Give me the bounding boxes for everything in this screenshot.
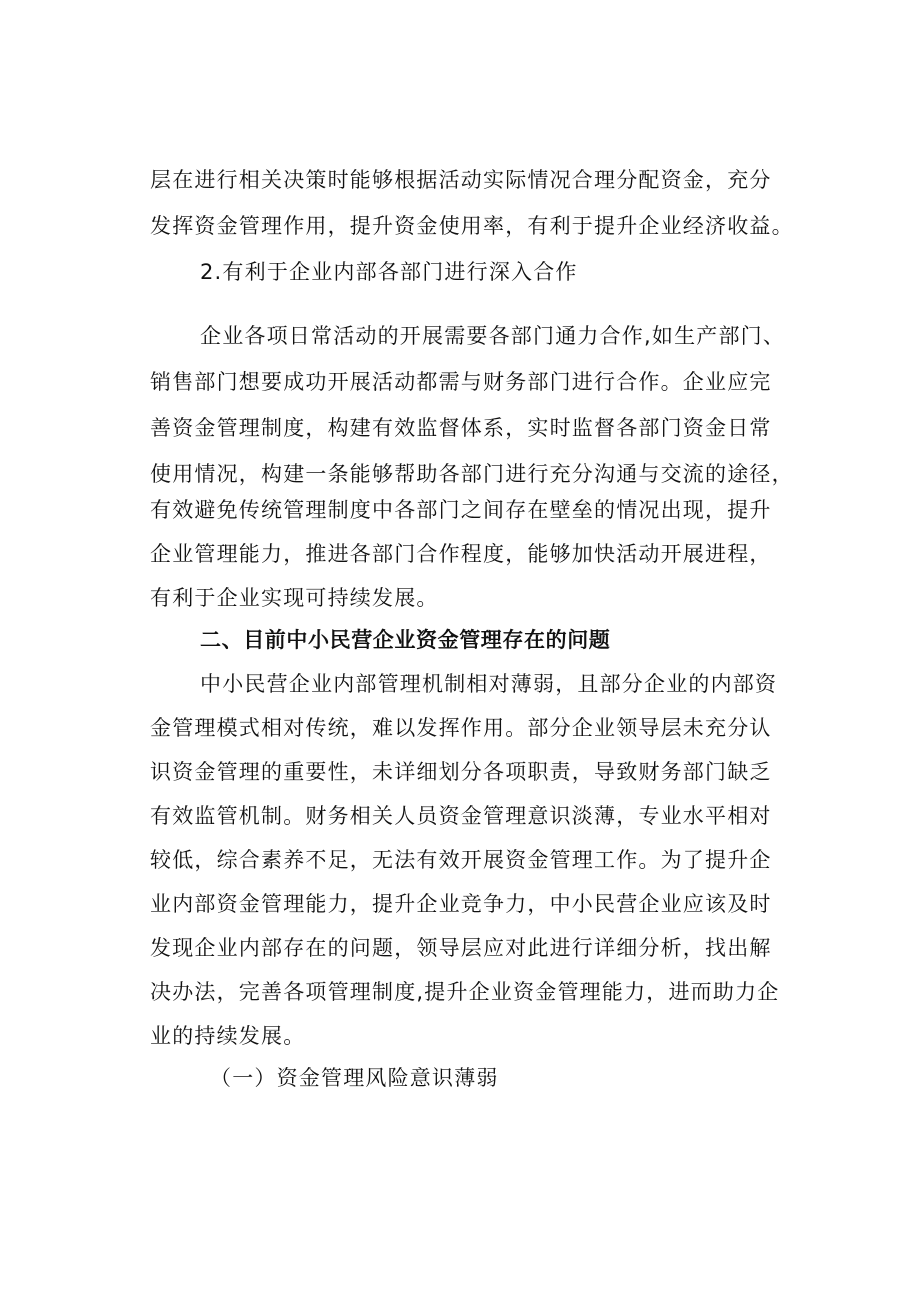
paragraph-line: 有效避免传统管理制度中各部门之间存在壁垒的情况出现，提升 (150, 498, 772, 522)
paragraph-line: 使用情况，构建一条能够帮助各部门进行充分沟通与交流的途径， (150, 462, 794, 486)
subsection-heading: 2.有利于企业内部各部门进行深入合作 (200, 260, 578, 284)
paragraph-line: 识资金管理的重要性，未详细划分各项职责，导致财务部门缺乏 (150, 760, 772, 784)
paragraph-line: 企业各项日常活动的开展需要各部门通力合作,如生产部门、 (200, 324, 786, 348)
paragraph-line: 善资金管理制度，构建有效监督体系，实时监督各部门资金日常 (150, 416, 772, 440)
paragraph-line: 发现企业内部存在的问题，领导层应对此进行详细分析，找出解 (150, 936, 772, 960)
paragraph-line: 中小民营企业内部管理机制相对薄弱，且部分企业的内部资 (200, 672, 778, 696)
paragraph-line: 有效监管机制。财务相关人员资金管理意识淡薄，专业水平相对 (150, 804, 772, 828)
paragraph-line: 有利于企业实现可持续发展。 (150, 586, 439, 610)
paragraph-line: 决办法，完善各项管理制度,提升企业资金管理能力，进而助力企 (150, 980, 780, 1004)
paragraph-line: 较低，综合素养不足，无法有效开展资金管理工作。为了提升企 (150, 848, 772, 872)
section-heading: 二、目前中小民营企业资金管理存在的问题 (200, 628, 611, 652)
paragraph-line: 金管理模式相对传统，难以发挥作用。部分企业领导层未充分认 (150, 716, 772, 740)
paragraph-line: 业的持续发展。 (150, 1024, 306, 1048)
paragraph-line: 企业管理能力，推进各部门合作程度，能够加快活动开展进程， (150, 542, 772, 566)
paragraph-line: 发挥资金管理作用，提升资金使用率，有利于提升企业经济收益。 (150, 214, 794, 238)
paragraph-line: 业内部资金管理能力，提升企业竞争力，中小民营企业应该及时 (150, 892, 772, 916)
subsection-heading: （一）资金管理风险意识薄弱 (210, 1066, 499, 1090)
paragraph-line: 层在进行相关决策时能够根据活动实际情况合理分配资金，充分 (150, 168, 772, 192)
paragraph-line: 销售部门想要成功开展活动都需与财务部门进行合作。企业应完 (150, 370, 772, 394)
